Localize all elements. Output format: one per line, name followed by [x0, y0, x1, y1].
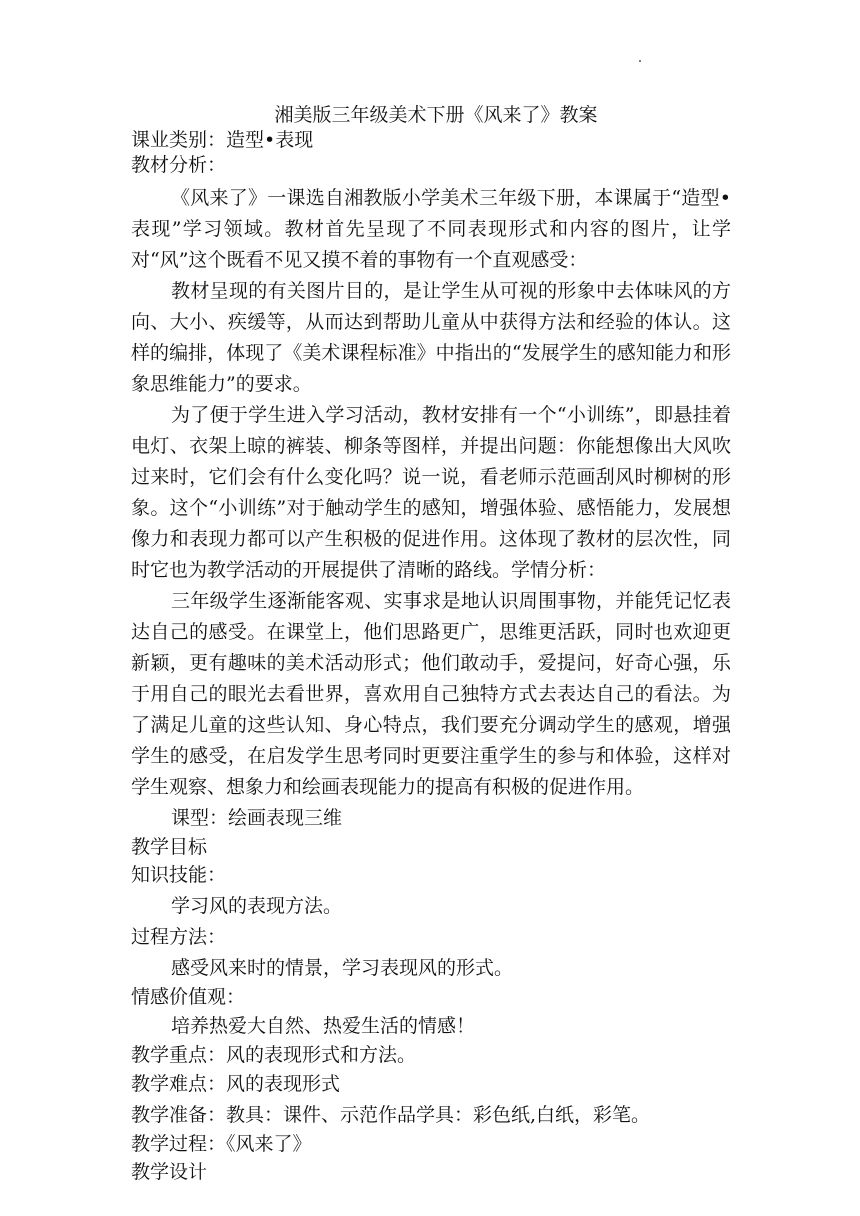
design: 教学设计	[131, 1160, 208, 1183]
process-heading: 过程方法：	[131, 925, 227, 948]
lesson-type: 课型：绘画表现三维	[171, 806, 343, 829]
student-analysis-paragraph: 三年级学生逐渐能客观、实事求是地认识周围事物，并能凭记忆表达自己的感受。在课堂上，他们思路更广，思维更活跃，同时也欢迎更新颖，更有趣味的美术活动形式；他们敢动手，爱提问，好奇心强，乐于用自己的眼光去看世界，喜欢用自己独特方式去表达自己的看法。为了满足儿童的这些认知、身心特点，我们要充分调动学生的感观，增强学生的感受，在启发学生思考同时更要注重学生的参与和体验，这样对学生观察、想象力和绘画表现能力的提高有积极的促进作用。	[131, 589, 731, 798]
analysis-heading: 教材分析：	[131, 154, 227, 177]
course-type-line: 课业类别：造型•表现	[131, 129, 314, 152]
knowledge-heading: 知识技能：	[131, 863, 227, 886]
procedure: 教学过程：《风来了》	[131, 1132, 312, 1155]
document-page	[131, 103, 731, 1188]
analysis-paragraph-2: 教材呈现的有关图片目的，是让学生从可视的形象中去体味风的方向、大小、疾缓等，从而达到帮助儿童从中获得方法和经验的体认。这样的编排，体现了《美术课程标准》中指出的“发展学生的感知能力和形象思维能力”的要求。	[131, 279, 731, 395]
difficulty: 教学难点：风的表现形式	[131, 1072, 341, 1095]
page-marker-dot	[639, 60, 641, 62]
analysis-paragraph-3: 为了便于学生进入学习活动，教材安排有一个“小训练”，即悬挂着电灯、衣架上晾的裤装、柳条等图样，并提出问题：你能想像出大风吹过来时，它们会有什么变化吗？说一说，看老师示范画刮风时柳树的形象。这个“小训练”对于触动学生的感知，增强体验、感悟能力，发展想像力和表现力都可以产生积极的促进作用。这体现了教材的层次性，同时它也为教学活动的开展提供了清晰的路线。学情分析：	[131, 403, 731, 581]
document-title: 湘美版三年级美术下册《风来了》教案	[274, 104, 598, 126]
preparation: 教学准备：教具：课件、示范作品学具：彩色纸,白纸，彩笔。	[131, 1103, 651, 1126]
goals-heading: 教学目标	[131, 835, 208, 858]
emotion-text: 培养热爱大自然、热爱生活的情感！	[171, 1014, 476, 1037]
emotion-heading: 情感价值观：	[131, 985, 246, 1008]
key-point: 教学重点：风的表现形式和方法。	[131, 1043, 417, 1066]
process-text: 感受风来时的情景，学习表现风的形式。	[171, 956, 514, 979]
knowledge-text: 学习风的表现方法。	[171, 894, 343, 917]
analysis-paragraph-1: 《风来了》一课选自湘教版小学美术三年级下册，本课属于“造型•表现”学习领域。教材首先呈现了不同表现形式和内容的图片，让学对“风”这个既看不见又摸不着的事物有一个直观感受：	[131, 186, 731, 271]
